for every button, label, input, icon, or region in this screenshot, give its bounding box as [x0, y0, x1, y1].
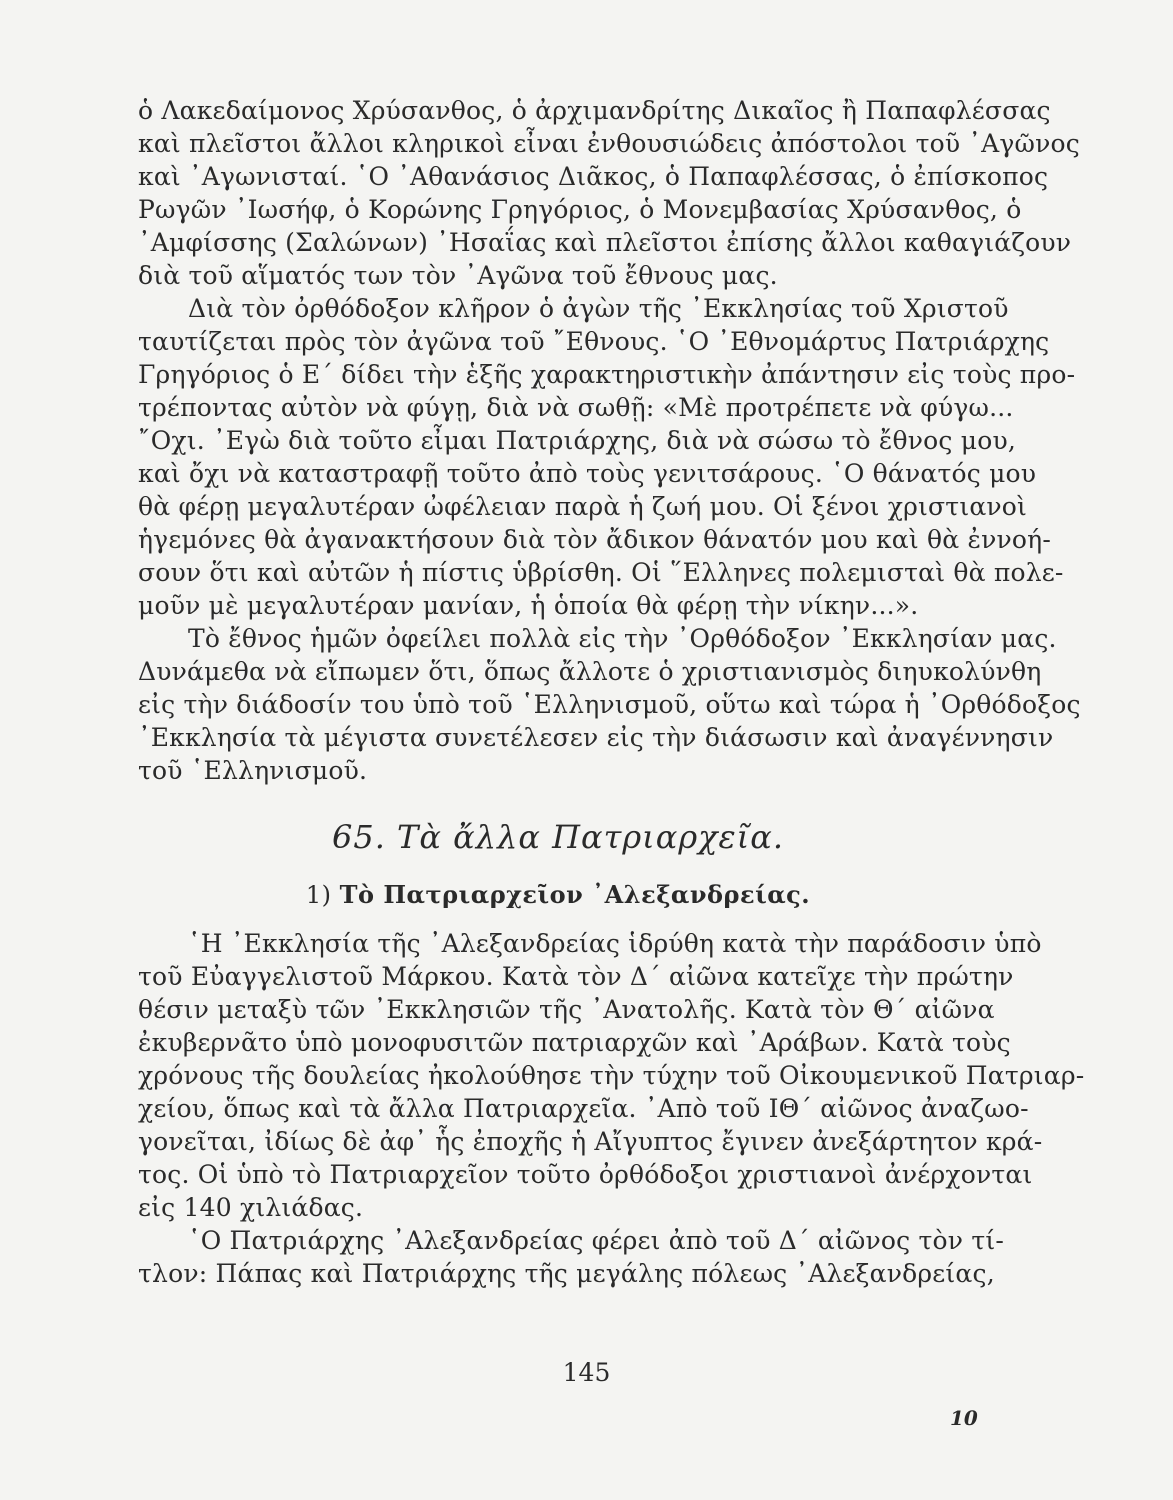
text-line: ἡγεμόνες θὰ ἀγανακτήσουν διὰ τὸν ἄδικον θάνατόν μου καὶ θὰ ἐννοή- — [138, 525, 1051, 554]
text-line: σουν ὅτι καὶ αὐτῶν ἡ πίστις ὑβρίσθη. Οἱ ῞Ελληνες πολεμισταὶ θὰ πολε- — [138, 558, 1064, 587]
text-line: Τὸ ἔθνος ἡμῶν ὀφείλει πολλὰ εἰς τὴν ᾽Ορθόδοξον ᾽Εκκλησίαν μας. — [188, 624, 1057, 653]
paragraph-3 — [138, 622, 1081, 787]
text-line: καὶ ᾽Αγωνισταί. ῾Ο ᾽Αθανάσιος Διᾶκος, ὁ Παπαφλέσσας, ὁ ἐπίσκοπος — [138, 162, 1049, 191]
subsection-heading: Τὸ Πατριαρχεῖον ᾽Αλεξανδρείας. — [339, 880, 811, 909]
subsection-number: 1) — [305, 881, 332, 909]
page-body — [138, 94, 1085, 1290]
text-line: ἐκυβερνᾶτο ὑπὸ μονοφυσιτῶν πατριαρχῶν καὶ ᾽Αράβων. Κατὰ τοὺς — [138, 1028, 1011, 1057]
text-line: χρόνους τῆς δουλείας ἠκολούθησε τὴν τύχην τοῦ Οἰκουμενικοῦ Πατριαρ- — [138, 1061, 1085, 1090]
text-line: Ρωγῶν ᾽Ιωσήφ, ὁ Κορώνης Γρηγόριος, ὁ Μονεμβασίας Χρύσανθος, ὁ — [138, 195, 1022, 224]
text-line: Δυνάμεθα νὰ εἴπωμεν ὅτι, ὅπως ἄλλοτε ὁ χριστιανισμὸς διηυκολύνθη — [138, 657, 1042, 686]
text-line: τοῦ Εὐαγγελιστοῦ Μάρκου. Κατὰ τὸν Δ΄ αἰῶνα κατεῖχε τὴν πρώτην — [138, 962, 1014, 991]
page-number: 145 — [562, 1358, 611, 1387]
text-line: εἰς 140 χιλιάδας. — [138, 1193, 364, 1222]
text-line: ὁ Λακεδαίμονος Χρύσανθος, ὁ ἀρχιμανδρίτης Δικαῖος ἢ Παπαφλέσσας — [138, 96, 1051, 125]
subsection-title — [138, 877, 978, 913]
text-line: εἰς τὴν διάδοσίν του ὑπὸ τοῦ ῾Ελληνισμοῦ, οὕτω καὶ τώρα ἡ ᾽Ορθόδοξος — [138, 690, 1081, 719]
section-title: 65. Τὰ ἄλλα Πατριαρχεῖα. — [331, 818, 785, 856]
text-line: Διὰ τὸν ὀρθόδοξον κλῆρον ὁ ἀγὼν τῆς ᾽Εκκλησίας τοῦ Χριστοῦ — [188, 294, 1009, 323]
text-line: θὰ φέρῃ μεγαλυτέραν ὠφέλειαν παρὰ ἡ ζωή μου. Οἱ ξένοι χριστιανοὶ — [138, 492, 1028, 521]
text-line: Γρηγόριος ὁ Ε΄ δίδει τὴν ἑξῆς χαρακτηριστικὴν ἀπάντησιν εἰς τοὺς προ- — [138, 360, 1076, 389]
text-line: τρέποντας αὐτὸν νὰ φύγῃ, διὰ νὰ σωθῇ: «Μὲ προτρέπετε νὰ φύγω... — [138, 393, 1014, 422]
paragraph-1 — [138, 94, 1080, 292]
text-line: διὰ τοῦ αἵματός των τὸν ᾽Αγῶνα τοῦ ἔθνους μας. — [138, 261, 778, 290]
text-line: ᾽Εκκλησία τὰ μέγιστα συνετέλεσεν εἰς τὴν διάσωσιν καὶ ἀναγέννησιν — [138, 723, 1054, 752]
text-line: τλον: Πάπας καὶ Πατριάρχης τῆς μεγάλης πόλεως ᾽Αλεξανδρείας, — [138, 1259, 995, 1288]
paragraph-2 — [138, 292, 1076, 622]
text-line: ταυτίζεται πρὸς τὸν ἀγῶνα τοῦ ῎Εθνους. ῾Ο ᾽Εθνομάρτυς Πατριάρχης — [138, 327, 1050, 356]
text-line: καὶ πλεῖστοι ἄλλοι κληρικοὶ εἶναι ἐνθουσιώδεις ἀπόστολοι τοῦ ᾽Αγῶνος — [138, 129, 1080, 158]
text-line: θέσιν μεταξὺ τῶν ᾽Εκκλησιῶν τῆς ᾽Ανατολῆς. Κατὰ τὸν Θ΄ αἰῶνα — [138, 995, 995, 1024]
paragraph-5 — [138, 1224, 1005, 1290]
text-line: τος. Οἱ ὑπὸ τὸ Πατριαρχεῖον τοῦτο ὀρθόδοξοι χριστιανοὶ ἀνέρχονται — [138, 1160, 1033, 1189]
text-line: γονεῖται, ἰδίως δὲ ἀφ᾽ ἧς ἐποχῆς ἡ Αἴγυπτος ἔγινεν ἀνεξάρτητον κρά- — [138, 1127, 1043, 1156]
text-line: τοῦ ῾Ελληνισμοῦ. — [138, 756, 368, 785]
paragraph-4 — [138, 927, 1085, 1224]
text-line: ᾽Αμφίσσης (Σαλώνων) ᾽Ησαΐας καὶ πλεῖστοι ἐπίσης ἄλλοι καθαγιάζουν — [138, 228, 1072, 257]
text-line: ῾Η ᾽Εκκλησία τῆς ᾽Αλεξανδρείας ἱδρύθη κατὰ τὴν παράδοσιν ὑπὸ — [188, 929, 1042, 958]
text-line: ῾Ο Πατριάρχης ᾽Αλεξανδρείας φέρει ἀπὸ τοῦ Δ΄ αἰῶνος τὸν τί- — [188, 1226, 1005, 1255]
text-line: ῎Οχι. ᾽Εγὼ διὰ τοῦτο εἶμαι Πατριάρχης, διὰ νὰ σώσω τὸ ἔθνος μου, — [138, 426, 1016, 455]
text-line: χείου, ὅπως καὶ τὰ ἄλλα Πατριαρχεῖα. ᾽Απὸ τοῦ ΙΘ΄ αἰῶνος ἀναζωο- — [138, 1094, 1029, 1123]
signature-number: 10 — [950, 1406, 978, 1430]
text-line: καὶ ὄχι νὰ καταστραφῇ τοῦτο ἀπὸ τοὺς γενιτσάρους. ῾Ο θάνατός μου — [138, 459, 1037, 488]
text-line: μοῦν μὲ μεγαλυτέραν μανίαν, ἡ ὁποία θὰ φέρῃ τὴν νίκην...». — [138, 591, 919, 620]
